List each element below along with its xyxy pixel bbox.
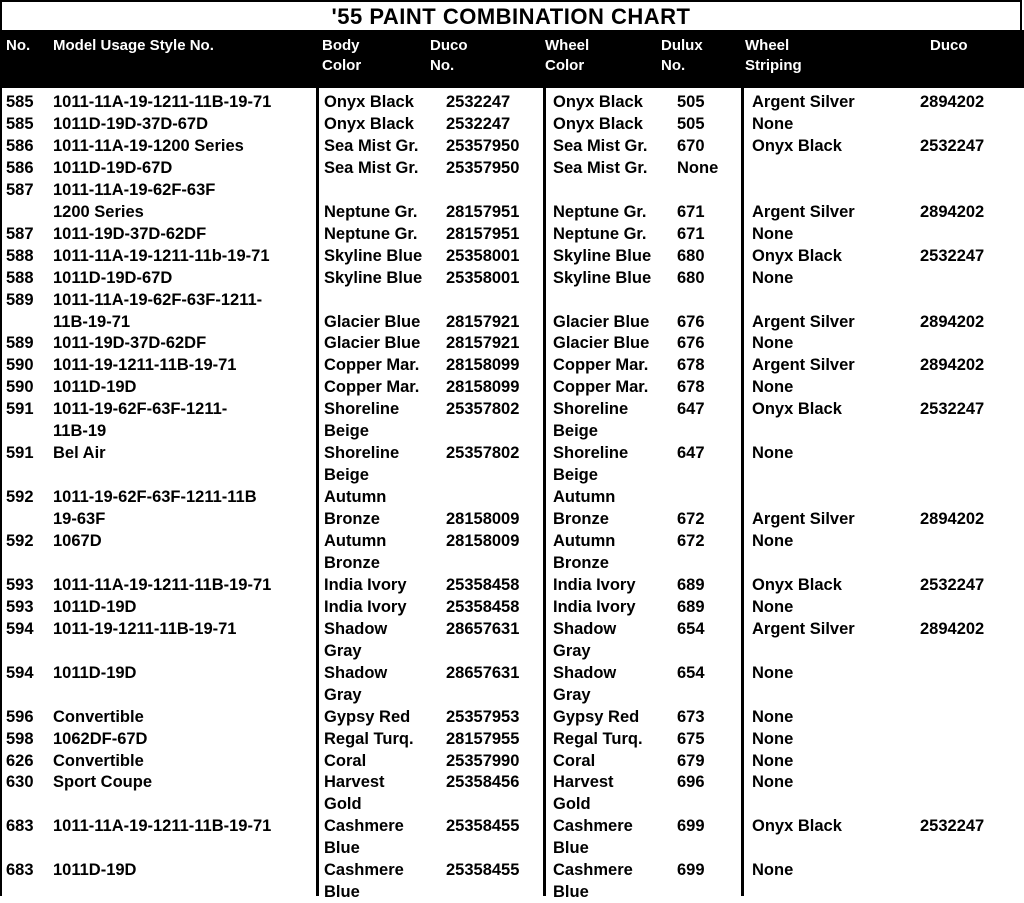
cell-model: Bel Air bbox=[53, 444, 106, 463]
cell-dulux: 699 bbox=[677, 861, 705, 880]
cell-body-duco: 28158099 bbox=[446, 378, 520, 397]
cell-striping-duco: 2894202 bbox=[920, 510, 985, 529]
cell-wheel-color: Copper Mar. bbox=[553, 356, 649, 375]
cell-wheel-color: Bronze bbox=[553, 553, 609, 572]
cell-wheel-color: Blue bbox=[553, 883, 589, 902]
cell-no: 592 bbox=[6, 488, 34, 507]
cell-body-color: Shoreline bbox=[324, 444, 400, 463]
cell-dulux: 678 bbox=[677, 356, 705, 375]
cell-dulux: 671 bbox=[677, 202, 705, 221]
cell-body-color: Gray bbox=[324, 685, 362, 704]
cell-no: 590 bbox=[6, 378, 34, 397]
cell-body-color: Skyline Blue bbox=[324, 268, 423, 287]
cell-wheel-striping: Argent Silver bbox=[752, 619, 855, 638]
table-header bbox=[0, 30, 1024, 88]
cell-dulux: 673 bbox=[677, 707, 705, 726]
cell-no: 585 bbox=[6, 114, 34, 133]
cell-model: 1011-11A-19-1211-11B-19-71 bbox=[53, 93, 272, 111]
cell-model: Convertible bbox=[53, 751, 144, 770]
cell-model: 1011-19D-37D-62DF bbox=[53, 224, 207, 243]
cell-wheel-striping: None bbox=[752, 751, 794, 770]
header-body-duco: Duco No. bbox=[430, 37, 468, 74]
column-divider bbox=[543, 88, 546, 896]
cell-striping-duco: 2894202 bbox=[920, 356, 985, 375]
cell-no: 593 bbox=[6, 575, 34, 594]
cell-wheel-color: Beige bbox=[553, 466, 598, 485]
cell-wheel-striping: None bbox=[752, 378, 794, 397]
cell-body-color: Coral bbox=[324, 751, 367, 770]
cell-body-duco: 25358458 bbox=[446, 575, 520, 594]
cell-model: 1011-11A-19-1211-11B-19-71 bbox=[53, 817, 272, 836]
cell-dulux: 678 bbox=[677, 378, 705, 397]
cell-wheel-color: Blue bbox=[553, 839, 589, 858]
cell-wheel-color: Gypsy Red bbox=[553, 707, 640, 726]
cell-wheel-color: Sea Mist Gr. bbox=[553, 136, 648, 155]
cell-model: 1011-11A-19-62F-63F-1211- bbox=[53, 290, 263, 309]
cell-dulux: 670 bbox=[677, 136, 705, 155]
cell-wheel-striping: None bbox=[752, 707, 794, 726]
cell-body-duco: 28157951 bbox=[446, 202, 520, 221]
cell-body-color: Onyx Black bbox=[324, 93, 414, 111]
cell-model: 1200 Series bbox=[53, 202, 144, 221]
cell-wheel-striping: Argent Silver bbox=[752, 93, 855, 111]
cell-wheel-color: Neptune Gr. bbox=[553, 224, 647, 243]
cell-model: 11B-19-71 bbox=[53, 312, 131, 331]
cell-wheel-striping: Onyx Black bbox=[752, 246, 842, 265]
cell-body-color: Onyx Black bbox=[324, 114, 414, 133]
cell-wheel-striping: Argent Silver bbox=[752, 202, 855, 221]
cell-body-duco: 28158099 bbox=[446, 356, 520, 375]
cell-no: 586 bbox=[6, 158, 34, 177]
cell-wheel-color: Harvest bbox=[553, 773, 614, 792]
cell-wheel-color: Onyx Black bbox=[553, 93, 643, 111]
cell-body-duco: 28158009 bbox=[446, 532, 520, 550]
cell-model: 1011D-19D-37D-67D bbox=[53, 114, 209, 133]
cell-wheel-color: Autumn bbox=[553, 532, 616, 550]
cell-model: 1011-11A-19-1211-11B-19-71 bbox=[53, 575, 272, 594]
cell-body-color: Regal Turq. bbox=[324, 729, 414, 748]
cell-body-color: Cashmere bbox=[324, 861, 404, 880]
cell-no: 591 bbox=[6, 400, 34, 419]
cell-no: 683 bbox=[6, 861, 34, 880]
cell-body-color: Bronze bbox=[324, 510, 380, 529]
cell-body-color: Sea Mist Gr. bbox=[324, 158, 419, 177]
cell-wheel-color: Shadow bbox=[553, 663, 617, 682]
cell-body-duco: 25357953 bbox=[446, 707, 520, 726]
cell-no: 586 bbox=[6, 136, 34, 155]
cell-body-duco: 2532247 bbox=[446, 93, 511, 111]
cell-dulux: 672 bbox=[677, 532, 705, 550]
cell-no: 588 bbox=[6, 268, 34, 287]
cell-no: 588 bbox=[6, 246, 34, 265]
cell-body-duco: 25357802 bbox=[446, 400, 520, 419]
cell-wheel-color: Regal Turq. bbox=[553, 729, 643, 748]
cell-body-duco: 28157921 bbox=[446, 334, 520, 353]
cell-model: 1011-19-62F-63F-1211-11B bbox=[53, 488, 257, 507]
cell-wheel-striping: Onyx Black bbox=[752, 817, 842, 836]
cell-striping-duco: 2532247 bbox=[920, 400, 985, 419]
cell-body-duco: 28157951 bbox=[446, 224, 520, 243]
cell-dulux: 679 bbox=[677, 751, 705, 770]
cell-dulux: 672 bbox=[677, 510, 705, 529]
cell-wheel-color: Gray bbox=[553, 685, 591, 704]
cell-body-duco: 25358455 bbox=[446, 817, 520, 836]
cell-body-color: Glacier Blue bbox=[324, 312, 421, 331]
cell-wheel-color: India Ivory bbox=[553, 597, 636, 616]
cell-body-duco: 25358001 bbox=[446, 246, 520, 265]
cell-dulux: 676 bbox=[677, 312, 705, 331]
cell-striping-duco: 2532247 bbox=[920, 136, 985, 155]
cell-body-color: Blue bbox=[324, 883, 360, 902]
cell-dulux: 675 bbox=[677, 729, 705, 748]
cell-body-color: Beige bbox=[324, 466, 369, 485]
cell-wheel-striping: None bbox=[752, 114, 794, 133]
header-striping-duco: Duco bbox=[930, 37, 968, 54]
cell-model: 1011D-19D-67D bbox=[53, 268, 173, 287]
cell-body-duco: 28158009 bbox=[446, 510, 520, 529]
cell-wheel-striping: None bbox=[752, 224, 794, 243]
cell-model: 1011D-19D bbox=[53, 861, 137, 880]
cell-dulux: 680 bbox=[677, 246, 705, 265]
cell-no: 590 bbox=[6, 356, 34, 375]
cell-dulux: 696 bbox=[677, 773, 705, 792]
column-divider bbox=[316, 88, 319, 896]
cell-no: 630 bbox=[6, 773, 34, 792]
cell-model: 1067D bbox=[53, 532, 102, 550]
cell-body-duco: 25358458 bbox=[446, 597, 520, 616]
cell-wheel-color: Cashmere bbox=[553, 861, 633, 880]
cell-wheel-color: Skyline Blue bbox=[553, 246, 652, 265]
cell-body-color: India Ivory bbox=[324, 597, 407, 616]
cell-body-duco: 25357802 bbox=[446, 444, 520, 463]
cell-no: 593 bbox=[6, 597, 34, 616]
cell-model: 1011D-19D bbox=[53, 663, 137, 682]
cell-dulux: 654 bbox=[677, 663, 705, 682]
cell-body-duco: 25358001 bbox=[446, 268, 520, 287]
cell-wheel-color: Shadow bbox=[553, 619, 617, 638]
cell-no: 585 bbox=[6, 93, 34, 111]
cell-model: 1011-19-62F-63F-1211- bbox=[53, 400, 228, 419]
cell-wheel-striping: None bbox=[752, 532, 794, 550]
cell-model: 19-63F bbox=[53, 510, 106, 529]
cell-dulux: 647 bbox=[677, 444, 705, 463]
cell-body-duco: 25358456 bbox=[446, 773, 520, 792]
cell-body-duco: 25357950 bbox=[446, 158, 520, 177]
cell-model: 1062DF-67D bbox=[53, 729, 148, 748]
header-wheel-striping: Wheel Striping bbox=[745, 37, 802, 74]
header-model: Model Usage Style No. bbox=[53, 37, 214, 54]
cell-dulux: None bbox=[677, 158, 719, 177]
cell-dulux: 654 bbox=[677, 619, 705, 638]
cell-body-duco: 25357990 bbox=[446, 751, 520, 770]
cell-dulux: 671 bbox=[677, 224, 705, 243]
cell-no: 683 bbox=[6, 817, 34, 836]
cell-body-color: Gypsy Red bbox=[324, 707, 411, 726]
column-divider bbox=[741, 88, 744, 896]
cell-model: 11B-19 bbox=[53, 422, 107, 441]
cell-no: 592 bbox=[6, 532, 34, 550]
cell-wheel-striping: None bbox=[752, 861, 794, 880]
cell-wheel-color: India Ivory bbox=[553, 575, 636, 594]
cell-wheel-color: Copper Mar. bbox=[553, 378, 649, 397]
cell-dulux: 680 bbox=[677, 268, 705, 287]
cell-body-color: Gold bbox=[324, 795, 362, 814]
cell-model: 1011-19D-37D-62DF bbox=[53, 334, 207, 353]
cell-body-duco: 28157955 bbox=[446, 729, 520, 748]
cell-body-color: Shadow bbox=[324, 663, 388, 682]
cell-body-color: Glacier Blue bbox=[324, 334, 421, 353]
cell-wheel-striping: Argent Silver bbox=[752, 356, 855, 375]
chart-title: '55 PAINT COMBINATION CHART bbox=[0, 0, 1022, 30]
cell-no: 589 bbox=[6, 334, 34, 353]
cell-body-color: Harvest bbox=[324, 773, 385, 792]
frame-left-border bbox=[0, 30, 2, 896]
cell-dulux: 505 bbox=[677, 114, 705, 133]
cell-no: 587 bbox=[6, 180, 34, 199]
cell-wheel-color: Sea Mist Gr. bbox=[553, 158, 648, 177]
cell-wheel-striping: Onyx Black bbox=[752, 136, 842, 155]
cell-model: 1011D-19D bbox=[53, 597, 137, 616]
cell-dulux: 676 bbox=[677, 334, 705, 353]
cell-body-color: Gray bbox=[324, 641, 362, 660]
cell-body-color: Neptune Gr. bbox=[324, 224, 418, 243]
cell-model: 1011D-19D-67D bbox=[53, 158, 173, 177]
cell-body-duco: 28657631 bbox=[446, 619, 520, 638]
cell-model: 1011-11A-19-1211-11b-19-71 bbox=[53, 246, 270, 265]
cell-wheel-striping: None bbox=[752, 444, 794, 463]
cell-model: 1011-19-1211-11B-19-71 bbox=[53, 356, 237, 375]
cell-no: 591 bbox=[6, 444, 34, 463]
cell-striping-duco: 2894202 bbox=[920, 312, 985, 331]
cell-body-color: Bronze bbox=[324, 553, 380, 572]
cell-no: 589 bbox=[6, 290, 34, 309]
cell-wheel-color: Coral bbox=[553, 751, 596, 770]
cell-striping-duco: 2894202 bbox=[920, 93, 985, 111]
cell-body-color: Autumn bbox=[324, 532, 387, 550]
cell-body-color: Shadow bbox=[324, 619, 388, 638]
cell-body-color: Sea Mist Gr. bbox=[324, 136, 419, 155]
cell-wheel-striping: None bbox=[752, 268, 794, 287]
cell-model: 1011D-19D bbox=[53, 378, 137, 397]
header-body-color: Body Color bbox=[322, 37, 362, 74]
cell-wheel-striping: None bbox=[752, 334, 794, 353]
cell-striping-duco: 2532247 bbox=[920, 575, 985, 594]
cell-wheel-striping: None bbox=[752, 597, 794, 616]
cell-model: Sport Coupe bbox=[53, 773, 152, 792]
cell-body-duco: 25357950 bbox=[446, 136, 520, 155]
cell-wheel-color: Shoreline bbox=[553, 400, 629, 419]
cell-body-color: Neptune Gr. bbox=[324, 202, 418, 221]
cell-no: 626 bbox=[6, 751, 34, 770]
cell-dulux: 689 bbox=[677, 575, 705, 594]
cell-wheel-color: Cashmere bbox=[553, 817, 633, 836]
cell-dulux: 647 bbox=[677, 400, 705, 419]
cell-body-color: Autumn bbox=[324, 488, 387, 507]
cell-wheel-striping: Argent Silver bbox=[752, 510, 855, 529]
cell-no: 587 bbox=[6, 224, 34, 243]
cell-wheel-striping: Onyx Black bbox=[752, 400, 842, 419]
cell-model: 1011-19-1211-11B-19-71 bbox=[53, 619, 237, 638]
cell-body-color: Cashmere bbox=[324, 817, 404, 836]
cell-wheel-color: Beige bbox=[553, 422, 598, 441]
cell-body-color: Beige bbox=[324, 422, 369, 441]
cell-wheel-color: Autumn bbox=[553, 488, 616, 507]
cell-body-duco: 28157921 bbox=[446, 312, 520, 331]
cell-no: 594 bbox=[6, 619, 34, 638]
cell-body-color: Blue bbox=[324, 839, 360, 858]
cell-wheel-color: Glacier Blue bbox=[553, 334, 650, 353]
cell-body-duco: 25358455 bbox=[446, 861, 520, 880]
header-wheel-color: Wheel Color bbox=[545, 37, 590, 74]
cell-wheel-striping: Argent Silver bbox=[752, 312, 855, 331]
cell-no: 594 bbox=[6, 663, 34, 682]
cell-no: 598 bbox=[6, 729, 34, 748]
cell-wheel-color: Gray bbox=[553, 641, 591, 660]
cell-body-color: Shoreline bbox=[324, 400, 400, 419]
cell-body-color: Copper Mar. bbox=[324, 378, 420, 397]
cell-no: 596 bbox=[6, 707, 34, 726]
cell-wheel-striping: None bbox=[752, 729, 794, 748]
cell-wheel-striping: None bbox=[752, 663, 794, 682]
cell-model: 1011-11A-19-62F-63F bbox=[53, 180, 216, 199]
cell-model: Convertible bbox=[53, 707, 144, 726]
cell-wheel-color: Glacier Blue bbox=[553, 312, 650, 331]
cell-wheel-color: Bronze bbox=[553, 510, 609, 529]
cell-striping-duco: 2894202 bbox=[920, 202, 985, 221]
cell-striping-duco: 2894202 bbox=[920, 619, 985, 638]
cell-striping-duco: 2532247 bbox=[920, 246, 985, 265]
cell-wheel-color: Skyline Blue bbox=[553, 268, 652, 287]
cell-wheel-color: Onyx Black bbox=[553, 114, 643, 133]
cell-dulux: 689 bbox=[677, 597, 705, 616]
cell-body-color: Copper Mar. bbox=[324, 356, 420, 375]
cell-wheel-striping: Onyx Black bbox=[752, 575, 842, 594]
header-dulux: Dulux No. bbox=[661, 37, 703, 74]
cell-body-duco: 28657631 bbox=[446, 663, 520, 682]
cell-body-duco: 2532247 bbox=[446, 114, 511, 133]
cell-model: 1011-11A-19-1200 Series bbox=[53, 136, 244, 155]
cell-dulux: 505 bbox=[677, 93, 705, 111]
header-no: No. bbox=[6, 37, 31, 54]
cell-wheel-color: Shoreline bbox=[553, 444, 629, 463]
cell-striping-duco: 2532247 bbox=[920, 817, 985, 836]
cell-wheel-striping: None bbox=[752, 773, 794, 792]
cell-wheel-color: Neptune Gr. bbox=[553, 202, 647, 221]
cell-wheel-color: Gold bbox=[553, 795, 591, 814]
cell-body-color: Skyline Blue bbox=[324, 246, 423, 265]
cell-dulux: 699 bbox=[677, 817, 705, 836]
cell-body-color: India Ivory bbox=[324, 575, 407, 594]
